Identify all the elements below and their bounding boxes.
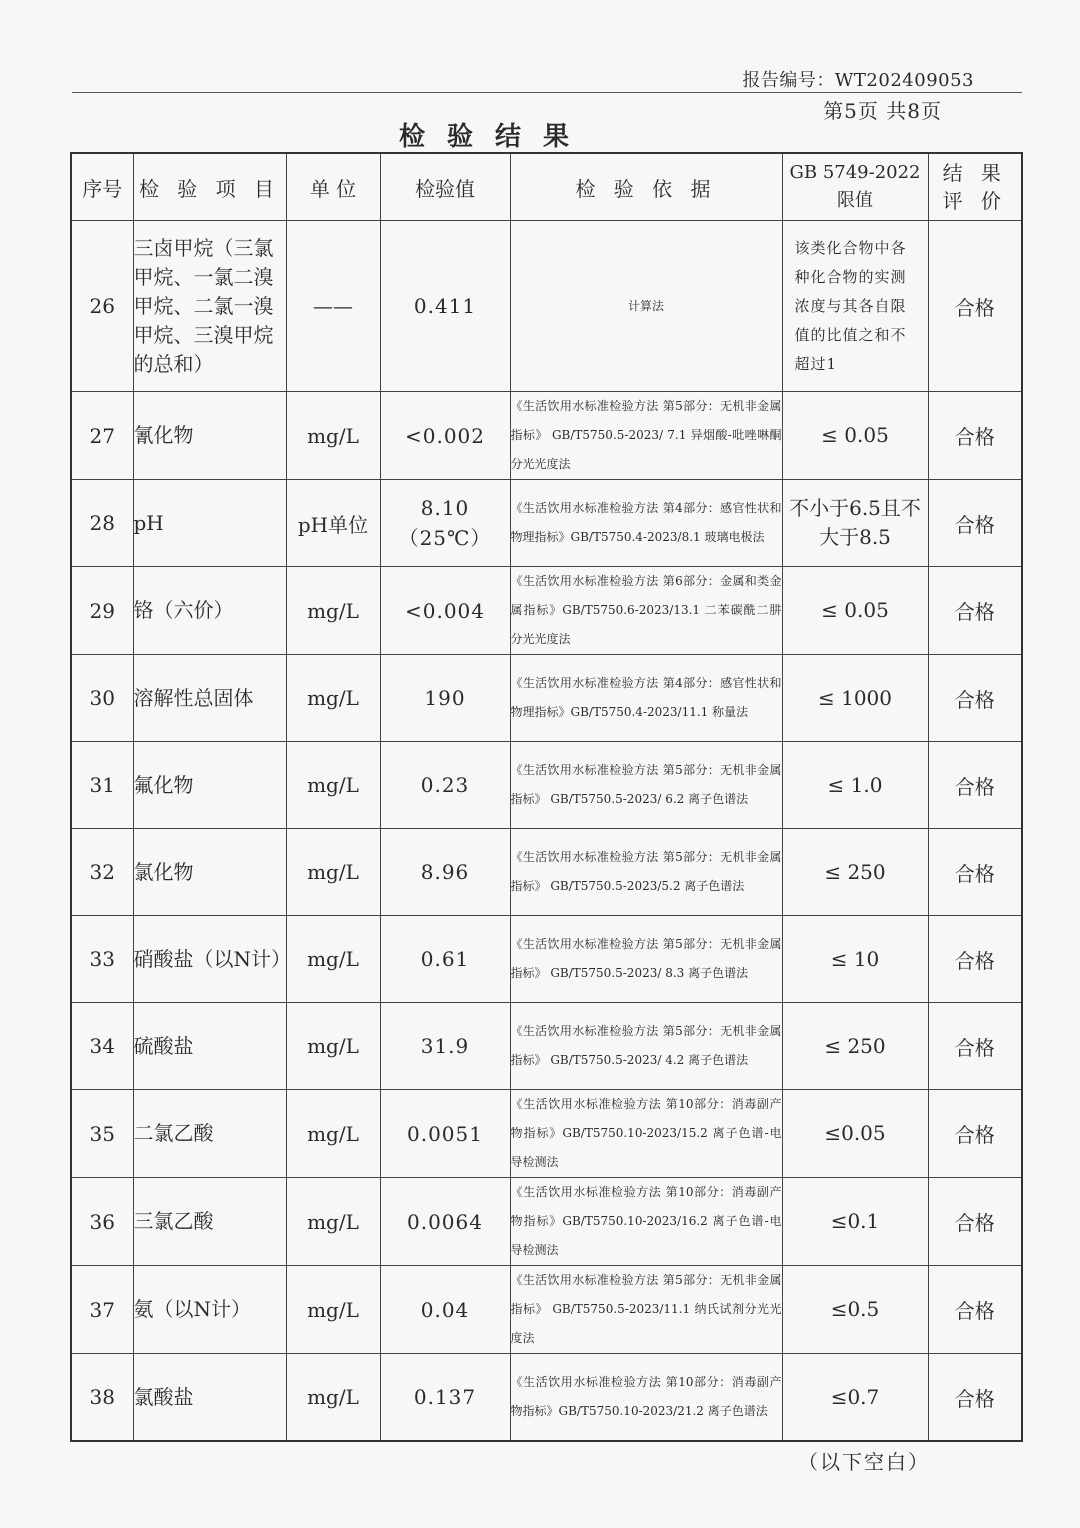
row-seq: 29 — [71, 567, 133, 655]
row-value: 0.61 — [380, 916, 510, 1003]
row-item: 三氯乙酸 — [133, 1178, 286, 1266]
header-divider — [72, 92, 1022, 93]
row-item: 氰化物 — [133, 392, 286, 480]
row-basis: 计算法 — [510, 221, 782, 392]
row-limit: ≤ 250 — [782, 1003, 928, 1090]
row-limit: ≤0.1 — [782, 1178, 928, 1266]
col-value-header: 检验值 — [380, 153, 510, 221]
row-eval: 合格 — [928, 655, 1022, 742]
row-limit: ≤0.5 — [782, 1266, 928, 1354]
row-basis: 《生活饮用水标准检验方法 第6部分：金属和类金属指标》GB/T5750.6-2023/13.1 二苯碳酰二肼分光光度法 — [510, 567, 782, 655]
table-row — [71, 916, 1022, 1003]
row-value: 190 — [380, 655, 510, 742]
table-row — [71, 1266, 1022, 1354]
row-value: 0.23 — [380, 742, 510, 829]
row-value: 8.96 — [380, 829, 510, 916]
table-row — [71, 1178, 1022, 1266]
row-basis: 《生活饮用水标准检验方法 第5部分：无机非金属指标》 GB/T5750.5-2023/5.2 离子色谱法 — [510, 829, 782, 916]
page-title: 检验结果 — [398, 122, 591, 152]
row-item: 氯化物 — [133, 829, 286, 916]
row-unit: mg/L — [286, 1003, 380, 1090]
row-item: 硝酸盐（以N计） — [133, 916, 286, 1003]
row-basis: 《生活饮用水标准检验方法 第5部分：无机非金属指标》 GB/T5750.5-2023/ 7.1 异烟酸-吡唑啉酮分光光度法 — [510, 392, 782, 480]
blank-below-note: （以下空白） — [798, 1450, 930, 1474]
row-limit: ≤ 1000 — [782, 655, 928, 742]
row-seq: 32 — [71, 829, 133, 916]
row-seq: 37 — [71, 1266, 133, 1354]
table-header-row — [71, 153, 1022, 221]
row-limit: 不小于6.5且不大于8.5 — [782, 480, 928, 567]
row-value: 31.9 — [380, 1003, 510, 1090]
row-unit: mg/L — [286, 829, 380, 916]
page-number: 第5页 共8页 — [823, 99, 942, 123]
row-seq: 35 — [71, 1090, 133, 1178]
table-row — [71, 1354, 1022, 1442]
row-basis: 《生活饮用水标准检验方法 第10部分：消毒副产物指标》GB/T5750.10-2023/16.2 离子色谱-电导检测法 — [510, 1178, 782, 1266]
row-item: 氨（以N计） — [133, 1266, 286, 1354]
row-item: 三卤甲烷（三氯甲烷、一氯二溴甲烷、二氯一溴甲烷、三溴甲烷的总和） — [133, 221, 286, 392]
report-number: 报告编号：WT202409053 — [742, 70, 974, 91]
row-value: 0.411 — [380, 221, 510, 392]
table-row — [71, 480, 1022, 567]
row-eval: 合格 — [928, 1354, 1022, 1442]
row-value: <0.004 — [380, 567, 510, 655]
row-eval: 合格 — [928, 916, 1022, 1003]
row-eval: 合格 — [928, 742, 1022, 829]
row-unit: mg/L — [286, 916, 380, 1003]
row-limit: ≤ 0.05 — [782, 392, 928, 480]
table-row — [71, 655, 1022, 742]
row-seq: 27 — [71, 392, 133, 480]
row-basis: 《生活饮用水标准检验方法 第4部分：感官性状和物理指标》GB/T5750.4-2023/11.1 称量法 — [510, 655, 782, 742]
row-limit: ≤ 1.0 — [782, 742, 928, 829]
row-limit: 该类化合物中各种化合物的实测浓度与其各自限值的比值之和不超过1 — [782, 221, 928, 392]
row-unit: pH单位 — [286, 480, 380, 567]
row-value: 0.04 — [380, 1266, 510, 1354]
row-item: 溶解性总固体 — [133, 655, 286, 742]
table-row — [71, 1003, 1022, 1090]
col-eval-header: 结 果 评 价 — [928, 153, 1022, 221]
table-row — [71, 1090, 1022, 1178]
row-item: 氯酸盐 — [133, 1354, 286, 1442]
row-seq: 34 — [71, 1003, 133, 1090]
row-unit: mg/L — [286, 742, 380, 829]
row-eval: 合格 — [928, 1178, 1022, 1266]
row-unit: —— — [286, 221, 380, 392]
row-unit: mg/L — [286, 1178, 380, 1266]
table-row — [71, 567, 1022, 655]
row-eval: 合格 — [928, 567, 1022, 655]
row-seq: 30 — [71, 655, 133, 742]
row-unit: mg/L — [286, 1354, 380, 1442]
row-limit: ≤ 0.05 — [782, 567, 928, 655]
row-eval: 合格 — [928, 1003, 1022, 1090]
results-table — [70, 152, 1023, 1442]
row-limit: ≤0.05 — [782, 1090, 928, 1178]
row-basis: 《生活饮用水标准检验方法 第5部分：无机非金属指标》 GB/T5750.5-2023/ 4.2 离子色谱法 — [510, 1003, 782, 1090]
row-seq: 26 — [71, 221, 133, 392]
row-limit: ≤ 10 — [782, 916, 928, 1003]
row-value: 0.0051 — [380, 1090, 510, 1178]
row-eval: 合格 — [928, 392, 1022, 480]
row-unit: mg/L — [286, 1266, 380, 1354]
row-value: 0.0064 — [380, 1178, 510, 1266]
row-item: 二氯乙酸 — [133, 1090, 286, 1178]
row-unit: mg/L — [286, 392, 380, 480]
row-seq: 36 — [71, 1178, 133, 1266]
row-eval: 合格 — [928, 221, 1022, 392]
row-eval: 合格 — [928, 1090, 1022, 1178]
row-seq: 31 — [71, 742, 133, 829]
table-row — [71, 392, 1022, 480]
row-eval: 合格 — [928, 829, 1022, 916]
row-seq: 38 — [71, 1354, 133, 1442]
row-limit: ≤0.7 — [782, 1354, 928, 1442]
row-basis: 《生活饮用水标准检验方法 第10部分：消毒副产物指标》GB/T5750.10-2023/15.2 离子色谱-电导检测法 — [510, 1090, 782, 1178]
row-item: 氟化物 — [133, 742, 286, 829]
col-item-header: 检 验 项 目 — [133, 153, 286, 221]
row-item: pH — [133, 480, 286, 567]
row-item: 铬（六价） — [133, 567, 286, 655]
col-seq-header: 序号 — [71, 153, 133, 221]
row-basis: 《生活饮用水标准检验方法 第5部分：无机非金属指标》 GB/T5750.5-2023/11.1 纳氏试剂分光光度法 — [510, 1266, 782, 1354]
row-unit: mg/L — [286, 655, 380, 742]
row-unit: mg/L — [286, 567, 380, 655]
row-basis: 《生活饮用水标准检验方法 第4部分：感官性状和物理指标》GB/T5750.4-2023/8.1 玻璃电极法 — [510, 480, 782, 567]
row-seq: 33 — [71, 916, 133, 1003]
row-unit: mg/L — [286, 1090, 380, 1178]
row-seq: 28 — [71, 480, 133, 567]
row-eval: 合格 — [928, 1266, 1022, 1354]
row-value: 8.10（25℃） — [380, 480, 510, 567]
row-eval: 合格 — [928, 480, 1022, 567]
col-basis-header: 检 验 依 据 — [510, 153, 782, 221]
row-item: 硫酸盐 — [133, 1003, 286, 1090]
row-basis: 《生活饮用水标准检验方法 第5部分：无机非金属指标》 GB/T5750.5-2023/ 8.3 离子色谱法 — [510, 916, 782, 1003]
col-limit-header: GB 5749-2022 限值 — [782, 153, 928, 221]
row-basis: 《生活饮用水标准检验方法 第5部分：无机非金属指标》 GB/T5750.5-2023/ 6.2 离子色谱法 — [510, 742, 782, 829]
table-row — [71, 829, 1022, 916]
col-unit-header: 单 位 — [286, 153, 380, 221]
row-value: <0.002 — [380, 392, 510, 480]
row-limit: ≤ 250 — [782, 829, 928, 916]
table-row — [71, 221, 1022, 392]
row-value: 0.137 — [380, 1354, 510, 1442]
table-row — [71, 742, 1022, 829]
row-basis: 《生活饮用水标准检验方法 第10部分：消毒副产物指标》GB/T5750.10-2023/21.2 离子色谱法 — [510, 1354, 782, 1442]
